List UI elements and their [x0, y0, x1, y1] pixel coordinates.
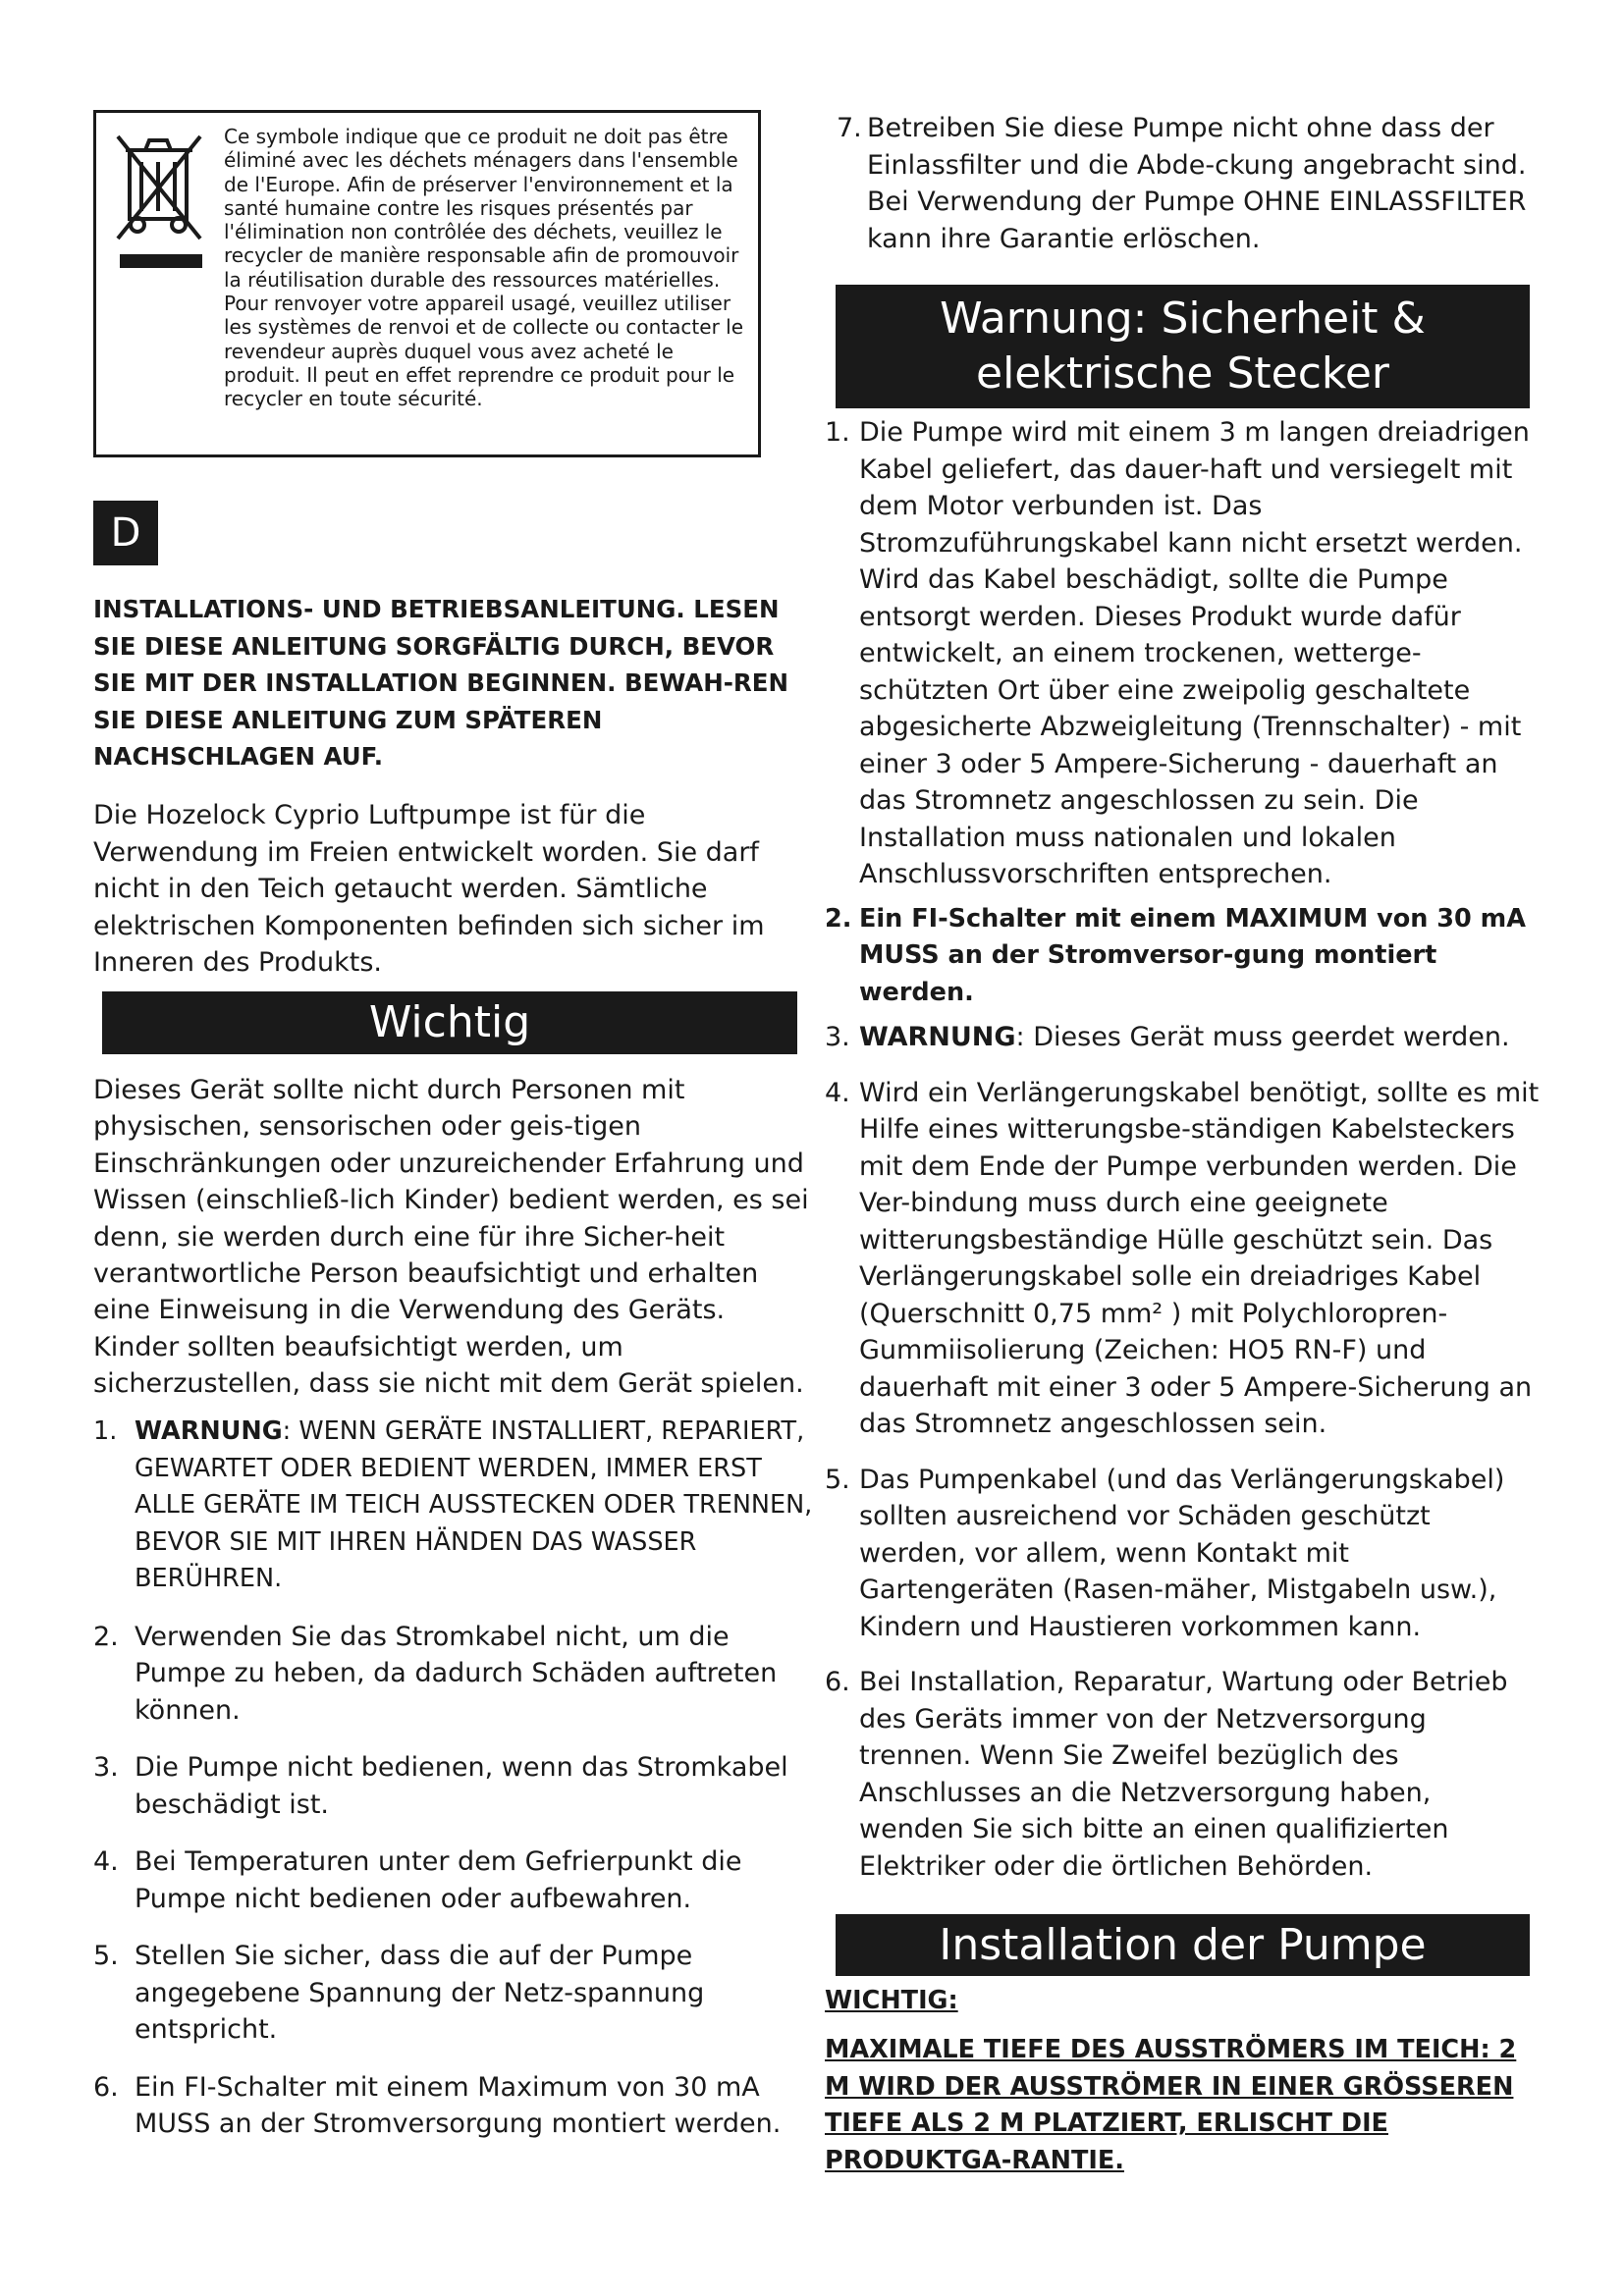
installation-section-heading: Installation der Pumpe	[836, 1914, 1530, 1976]
list-item	[93, 1843, 815, 1917]
list-item-number: 2.	[93, 1621, 119, 1652]
list-item-text: Betreiben Sie diese Pumpe nicht ohne dass der Einlassfilter und die Abde-ckung angebracht sind. Bei Verwendung der Pumpe OHNE EINLASSFILTER kann ihre Garantie erlöschen.	[867, 113, 1527, 254]
list-item-number: 3.	[93, 1752, 119, 1783]
list-item-number: 4.	[93, 1846, 119, 1877]
safety-heading-line2: elektrische Stecker	[976, 348, 1389, 399]
list-item-number: 2.	[825, 903, 852, 934]
list-item	[93, 1749, 815, 1823]
list-item-number: 5.	[825, 1464, 850, 1495]
list-item-text: Die Pumpe nicht bedienen, wenn das Stromkabel beschädigt ist.	[135, 1752, 788, 1820]
list-item-text: Stellen Sie sicher, dass die auf der Pumpe angegebene Spannung der Netz-spannung entspricht.	[135, 1941, 705, 2045]
list-item-number: 7.	[837, 113, 862, 143]
list-item-number: 1.	[825, 417, 850, 448]
list-item-number: 6.	[825, 1667, 850, 1697]
installation-important-label: WICHTIG:	[825, 1986, 958, 2015]
intro-instructions-bold: INSTALLATIONS- UND BETRIEBSANLEITUNG. LESEN SIE DIESE ANLEITUNG SORGFÄLTIG DURCH, BEVOR SIE MIT DER INSTALLATION BEGINNEN. BEWAH-REN SIE DIESE ANLEITUNG ZUM SPÄTEREN NACHSCHLAGEN AUF.	[93, 595, 789, 771]
list-item	[93, 1619, 815, 1730]
warning-label: WARNUNG	[135, 1416, 283, 1446]
list-item	[825, 1019, 1542, 1056]
list-item-number: 5.	[93, 1941, 119, 1971]
list-item-text: Ein FI-Schalter mit einem MAXIMUM von 30 mA MUSS an der Stromversor-gung montiert werden.	[859, 903, 1526, 1007]
important-list-continued	[837, 110, 1536, 257]
installation-important-text: MAXIMALE TIEFE DES AUSSTRÖMERS IM TEICH: 2 M WIRD DER AUSSTRÖMER IN EINER GRÖSSEREN TIEFE ALS 2 M PLATZIERT, ERLISCHT DIE PRODUKTGA-RANTIE.	[825, 2035, 1517, 2175]
list-item-text: Bei Temperaturen unter dem Gefrierpunkt die Pumpe nicht bedienen oder aufbewahren.	[135, 1846, 742, 1914]
list-item	[825, 901, 1542, 1012]
important-section-text: Dieses Gerät sollte nicht durch Personen mit physischen, sensorischen oder geis-tigen Einschränkungen oder unzureichender Erfahrung und Wissen (einschließ-lich Kinder) bedient werden, es sei denn, sie werden durch eine für ihre Sicher-heit verantwortliche Person beaufsichtigt und erhalten eine Einweisung in die Verwendung des Geräts. Kinder sollten beaufsichtigt werden, um sicherzustellen, dass sie nicht mit dem Gerät spielen.	[93, 1075, 809, 1400]
important-section-heading: Wichtig	[102, 991, 797, 1054]
important-list	[93, 1414, 815, 2163]
list-item-text: : Dieses Gerät muss geerdet werden.	[1015, 1022, 1510, 1052]
list-item	[825, 414, 1542, 893]
crossed-out-wheelie-bin-icon	[116, 129, 206, 445]
list-item	[837, 110, 1536, 257]
list-item	[825, 1462, 1542, 1646]
safety-list	[825, 414, 1542, 1893]
list-item	[93, 1414, 815, 1598]
safety-section-heading	[836, 285, 1530, 408]
list-item-number: 1.	[93, 1416, 118, 1446]
list-item-text: Wird ein Verlängerungskabel benötigt, sollte es mit Hilfe eines witterungsbe-ständigen Kabelsteckers mit dem Ende der Pumpe verbunden werden. Die Ver-bindung muss durch eine geeignete witterungsbeständige Hülle geschützt sein. Das Verlängerungskabel solle ein dreiadriges Kabel (Querschnitt 0,75 mm² ) mit Polychloropren-Gummiisolierung (Zeichen: HO5 RN-F) und dauerhaft mit einer 3 oder 5 Ampere-Sicherung an das Stromnetz angeschlossen sein.	[859, 1077, 1540, 1439]
list-item-text: Ein FI-Schalter mit einem Maximum von 30 mA MUSS an der Stromversorgung montiert werden.	[135, 2071, 782, 2139]
list-item	[93, 2069, 815, 2143]
list-item	[825, 1075, 1542, 1443]
list-item-text: Das Pumpenkabel (und das Verlängerungskabel) sollten ausreichend vor Schäden geschützt werden, vor allem, wenn Kontakt mit Gartengeräten (Rasen-mäher, Mistgabeln usw.), Kindern und Haustieren vorkommen kann.	[859, 1464, 1505, 1642]
weee-notice-text: Ce symbole indique que ce produit ne doit pas être éliminé avec les déchets ménagers dans l'ensemble de l'Europe. Afin de préserver l'environnement et la santé humaine contre les risques présentés par l'élimination non contrôlée des déchets, veuillez le recycler de manière responsable afin de promouvoir la réutilisation durable des ressources matérielles. Pour renvoyer votre appareil usagé, veuillez utiliser les systèmes de renvoi et de collecte ou contacter le revendeur auprès duquel vous avez acheté le produit. Il peut en effet reprendre ce produit pour le recycler en toute sécurité.	[224, 125, 744, 411]
list-item-text: : WENN GERÄTE INSTALLIERT, REPARIERT, GEWARTET ODER BEDIENT WERDEN, IMMER ERST ALLE GERÄTE IM TEICH AUSSTECKEN ODER TRENNEN, BEVOR SIE MIT IHREN HÄNDEN DAS WASSER BERÜHREN.	[135, 1416, 813, 1593]
weee-notice-box	[93, 110, 761, 457]
list-item-number: 3.	[825, 1022, 850, 1052]
warning-label: WARNUNG	[859, 1022, 1016, 1052]
list-item-text: Bei Installation, Reparatur, Wartung oder Betrieb des Geräts immer von der Netzversorgung trennen. Wenn Sie Zweifel bezüglich des Anschlusses an die Netzversorgung haben, wenden Sie sich bitte an einen qualifizierten Elektriker oder die örtlichen Behörden.	[859, 1667, 1508, 1882]
list-item	[93, 1938, 815, 2049]
list-item-number: 4.	[825, 1077, 850, 1108]
left-column	[93, 110, 805, 457]
list-item	[825, 1664, 1542, 1885]
list-item-text: Verwenden Sie das Stromkabel nicht, um die Pumpe zu heben, da dadurch Schäden auftreten können.	[135, 1621, 778, 1726]
list-item-number: 6.	[93, 2071, 119, 2103]
list-item-text: Die Pumpe wird mit einem 3 m langen dreiadrigen Kabel geliefert, das dauer-haft und versiegelt mit dem Motor verbunden ist. Das Stromzuführungskabel kann nicht ersetzt werden. Wird das Kabel beschädigt, sollte die Pumpe entsorgt werden. Dieses Produkt wurde dafür entwickelt, an einem trockenen, wetterge-schützten Ort über eine zweipolig geschaltete abgesicherte Abzweigleitung (Trennschalter) - mit einer 3 oder 5 Ampere-Sicherung - dauerhaft an das Stromnetz angeschlossen zu sein. Die Installation muss nationalen und lokalen Anschlussvorschriften entsprechen.	[859, 417, 1530, 889]
language-badge: D	[93, 501, 158, 565]
safety-heading-line1: Warnung: Sicherheit &	[940, 294, 1426, 344]
intro-description: Die Hozelock Cyprio Luftpumpe ist für die Verwendung im Freien entwickelt worden. Sie darf nicht in den Teich getaucht werden. Sämtliche elektrischen Komponenten befinden sich sicher im Inneren des Produkts.	[93, 800, 765, 978]
